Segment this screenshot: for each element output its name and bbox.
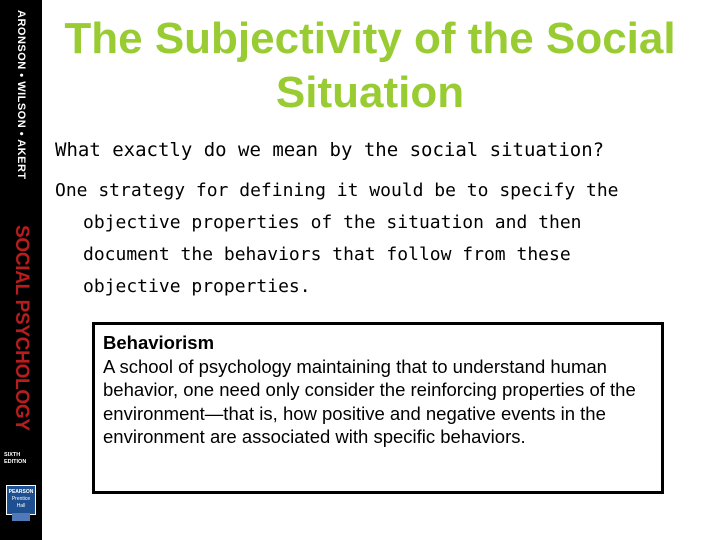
slide-body-text: One strategy for defining it would be to specify the objective properties of the situation and then document the behaviors that follow from these objective properties.	[55, 180, 619, 297]
slide-question: What exactly do we mean by the social situation?	[55, 139, 605, 161]
author-names	[6, 10, 36, 200]
publisher-logo	[6, 485, 36, 515]
publisher-name: PEARSON	[8, 489, 34, 495]
definition-box	[92, 322, 664, 494]
definition-term: Behaviorism	[103, 332, 215, 353]
author-names-text: ARONSON • WILSON • AKERT	[15, 10, 27, 180]
slide-title: The Subjectivity of the Social Situation	[64, 14, 676, 117]
book-title	[4, 225, 38, 440]
publisher-imprint: Prentice Hall	[11, 496, 31, 509]
logo-mark-icon	[12, 513, 30, 521]
book-title-text: SOCIAL PSYCHOLOGY	[11, 225, 32, 431]
edition-label: SIXTH EDITION	[4, 452, 27, 465]
book-sidebar	[0, 0, 42, 540]
definition-text: A school of psychology maintaining that to understand human behavior, one need only consider the reinforcing properties of the environment—that is, how positive and negative events in the environment are associated with specific behaviors.	[103, 355, 636, 447]
